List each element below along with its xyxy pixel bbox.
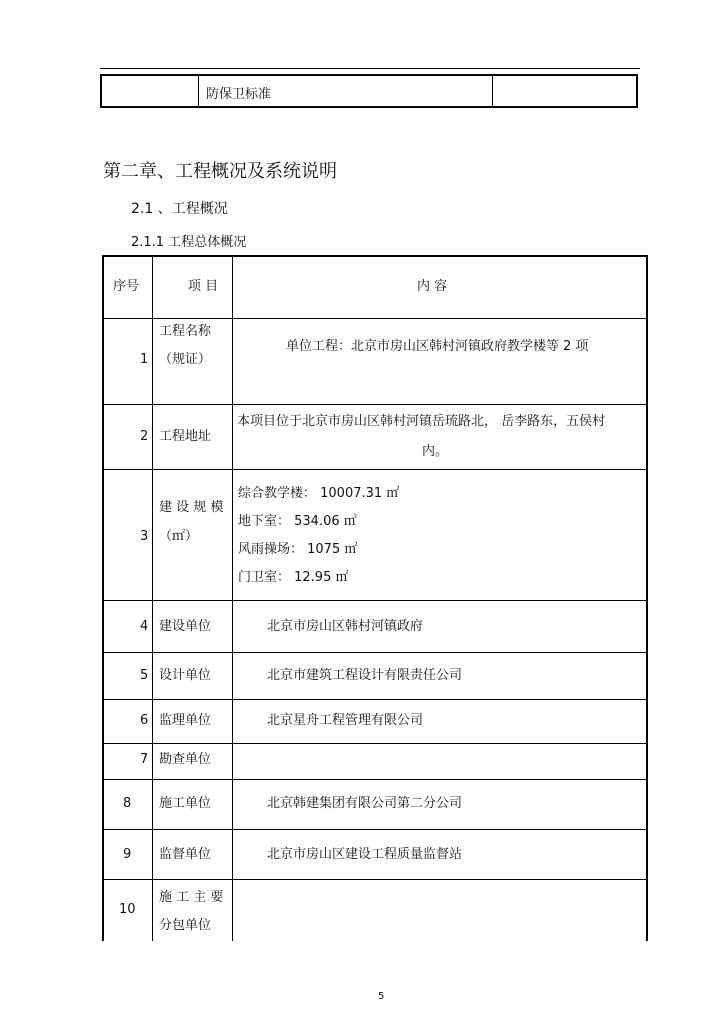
header-rule (100, 68, 640, 69)
row-content: 北京韩建集团有限公司第二分公司 (267, 796, 463, 811)
row-content: 门卫室： 12.95 ㎡ (238, 570, 349, 585)
column-divider (198, 76, 199, 106)
chapter-heading: 第二章、工程概况及系统说明 (103, 161, 337, 182)
row-no: 3 (140, 529, 149, 544)
row-divider (104, 879, 646, 880)
row-item: （㎡） (159, 529, 199, 544)
overview-table (102, 255, 648, 941)
column-divider (492, 76, 493, 106)
column-divider (152, 257, 153, 941)
row-content: 本项目位于北京市房山区韩村河镇岳琉路北， 岳李路东，五侯村 (237, 414, 606, 429)
row-divider (104, 829, 646, 830)
row-no: 4 (140, 619, 149, 634)
row-content: 风雨操场： 1075 ㎡ (238, 542, 358, 557)
row-no: 2 (140, 429, 149, 444)
row-content: 单位工程：北京市房山区韩村河镇政府教学楼等 2 项 (286, 339, 589, 354)
row-content: 内。 (422, 444, 449, 459)
header-no: 序号 (113, 279, 140, 294)
row-divider (104, 469, 646, 470)
row-item: 建 设 规 模 (159, 500, 224, 515)
row-no: 5 (140, 668, 149, 683)
row-item: 勘查单位 (159, 752, 212, 767)
row-item: 建设单位 (159, 619, 212, 634)
row-no: 8 (123, 796, 132, 811)
row-item: 设计单位 (159, 668, 212, 683)
fragment-cell-text: 防保卫标准 (206, 87, 272, 102)
row-no: 6 (140, 713, 149, 728)
row-content: 北京市房山区建设工程质量监督站 (267, 847, 463, 862)
page-number: 5 (378, 991, 385, 1002)
row-divider (104, 699, 646, 700)
row-item: 施工单位 (159, 796, 212, 811)
previous-table-fragment (100, 74, 638, 108)
row-no: 7 (140, 752, 149, 767)
row-item: 分包单位 (159, 918, 212, 933)
row-divider (104, 404, 646, 405)
row-content: 北京星舟工程管理有限公司 (267, 713, 424, 728)
row-item: 施 工 主 要 (159, 890, 224, 905)
row-divider (104, 600, 646, 601)
row-item: （规证） (159, 352, 212, 367)
row-divider (104, 743, 646, 744)
row-content: 北京市建筑工程设计有限责任公司 (267, 668, 463, 683)
row-content: 北京市房山区韩村河镇政府 (267, 619, 424, 634)
row-item: 监督单位 (159, 847, 212, 862)
row-no: 9 (123, 847, 132, 862)
row-item: 工程地址 (159, 429, 212, 444)
row-item: 工程名称 (159, 324, 212, 339)
row-no: 10 (119, 902, 136, 917)
row-item: 监理单位 (159, 713, 212, 728)
header-item: 项 目 (188, 279, 219, 294)
row-divider (104, 652, 646, 653)
section-heading: 2.1 、工程概况 (131, 201, 228, 217)
row-content: 地下室： 534.06 ㎡ (238, 514, 357, 529)
row-no: 1 (140, 352, 149, 367)
row-content: 综合教学楼： 10007.31 ㎡ (238, 486, 400, 501)
row-divider (104, 779, 646, 780)
subsection-heading: 2.1.1 工程总体概况 (131, 235, 247, 250)
row-divider (104, 318, 646, 319)
column-divider (232, 257, 233, 941)
header-content: 内 容 (417, 279, 448, 294)
